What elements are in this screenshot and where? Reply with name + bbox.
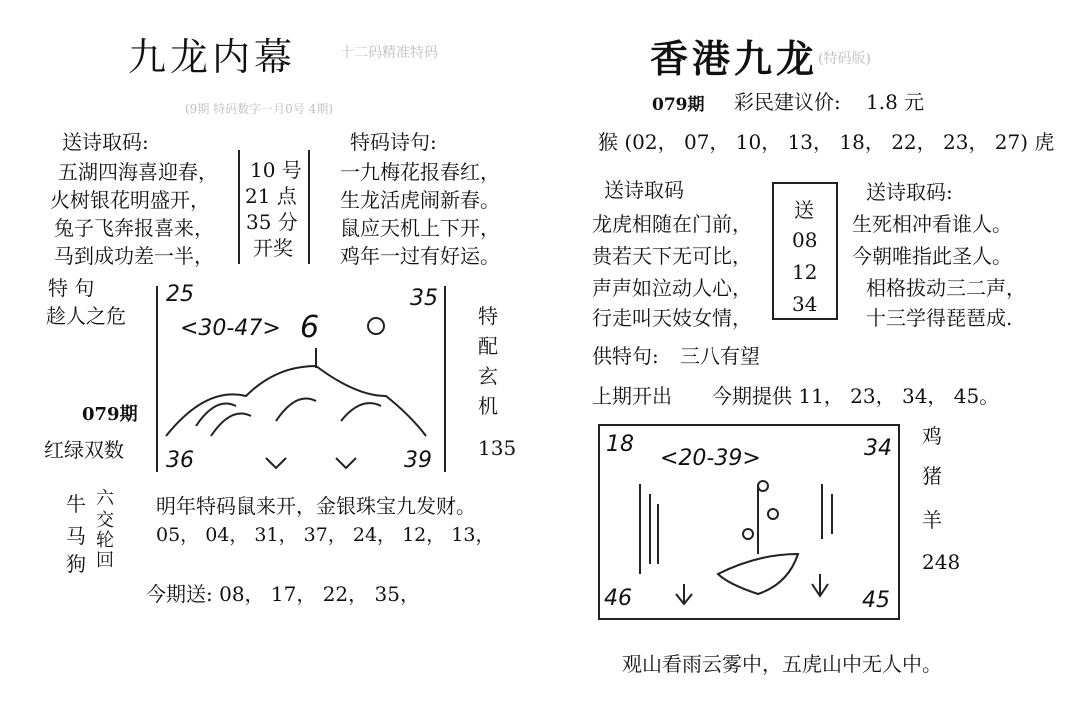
right-poem-right-line: 十三学得琵琶成.: [866, 306, 1013, 330]
left-faint-line: (9期 特码数字一月0号 4期): [185, 102, 333, 116]
right-title: 香港九龙: [650, 36, 819, 81]
draw-time-line: 35 分: [246, 210, 298, 234]
side-label: 机: [478, 394, 498, 418]
side-label: 配: [478, 334, 498, 358]
draw-time-line: 开奖: [253, 236, 293, 260]
left-fig-top-right: 35: [410, 286, 438, 311]
left-fig-number: 6: [300, 310, 320, 345]
numbers-line: 05， 04， 31， 37， 24， 12， 13，: [156, 524, 495, 546]
left-poem-line: 火树银花明盛开，: [50, 188, 210, 212]
last-label: 上期开出: [592, 384, 672, 408]
zodiac-col1: 牛: [66, 492, 86, 516]
right-side-zodiac: 鸡: [922, 424, 942, 448]
right-issue: 079期: [652, 95, 705, 115]
right-side-number: 248: [922, 550, 961, 574]
price-label: 彩民建议价:: [734, 90, 841, 114]
special-label: 供特句:: [592, 344, 659, 368]
left-poem-right-line: 鼠应天机上下开，: [340, 216, 500, 240]
right-poem-right-line: 生死相冲看谁人。: [852, 212, 1012, 236]
left-poem-line: 兔子飞奔报喜来，: [54, 216, 214, 240]
left-subtitle: 十二码精准特码: [340, 45, 438, 61]
right-poem-line: 龙虎相随在门前，: [592, 212, 752, 236]
zodiac-col2: 六: [96, 488, 114, 509]
provide-line: 今期提供 11， 23， 34， 45。: [712, 384, 1000, 408]
side-label: 玄: [478, 364, 498, 388]
left-issue: 079期: [82, 404, 138, 425]
left-poem-heading: 送诗取码:: [62, 130, 149, 154]
zodiac-col2: 交: [96, 510, 114, 531]
left-poem-right-heading: 特码诗句:: [350, 130, 437, 154]
zodiac-col1: 狗: [66, 552, 86, 576]
left-fig-bottom-right: 39: [404, 448, 432, 473]
right-fig-range: <20-39>: [660, 446, 761, 471]
right-side-zodiac: 羊: [922, 508, 942, 532]
send-box-item: 送: [794, 198, 814, 222]
color-label: 红绿双数: [44, 438, 124, 462]
draw-time-line: 10 号: [250, 158, 302, 182]
right-fig-top-left: 18: [606, 432, 634, 457]
left-poem-right-line: 一九梅花报春红，: [340, 160, 500, 184]
left-poem-line: 马到成功差一半，: [54, 244, 214, 268]
left-fig-range: <30-47>: [180, 316, 281, 341]
right-fig-bottom-left: 46: [604, 586, 632, 611]
left-fig-bottom-left: 36: [166, 448, 194, 473]
left-poem-line: 五湖四海喜迎春，: [58, 160, 218, 184]
left-poem-right-line: 生龙活虎闹新春。: [340, 188, 500, 212]
next-year-line: 明年特码鼠来开，金银珠宝九发财。: [156, 494, 476, 518]
left-fig-top-left: 25: [166, 282, 194, 307]
right-footer: 观山看雨云雾中，五虎山中无人中。: [622, 652, 942, 676]
right-fig-bottom-right: 45: [862, 588, 890, 613]
tejv-text: 趁人之危: [46, 304, 126, 328]
left-title: 九龙内幕: [128, 35, 297, 79]
right-poem-line: 声声如泣动人心，: [592, 276, 752, 300]
right-poem-line: 贵若天下无可比，: [592, 244, 752, 268]
left-poem-right-line: 鸡年一过有好运。: [340, 244, 500, 268]
zodiac-col2: 回: [96, 550, 114, 571]
draw-time-line: 21 点: [245, 184, 297, 208]
right-side-zodiac: 猪: [922, 464, 942, 488]
right-title-faint: (特码版): [818, 51, 871, 67]
send-box-item: 34: [792, 292, 818, 316]
right-poem-right-line: 相格拔动三二声，: [866, 276, 1026, 300]
right-poem-right-line: 今朝唯指此圣人。: [852, 244, 1012, 268]
right-poem-line: 行走叫天妓女情，: [592, 306, 752, 330]
send-box-item: 12: [792, 260, 818, 284]
send-box-item: 08: [792, 228, 818, 252]
right-fig-top-right: 34: [864, 436, 892, 461]
tejv-label: 特 句: [48, 276, 95, 300]
right-poem-heading: 送诗取码: [604, 178, 684, 202]
zodiac-col1: 马: [66, 524, 86, 548]
special-text: 三八有望: [680, 344, 760, 368]
right-poem-right-heading: 送诗取码:: [866, 180, 953, 204]
price-value: 1.8 元: [866, 90, 925, 114]
side-label: 特: [478, 304, 498, 328]
side-number: 135: [478, 436, 517, 460]
send-line: 今期送: 08， 17， 22， 35，: [146, 582, 420, 606]
zodiac-col2: 轮: [96, 530, 114, 551]
monkey-line: 猴 (02， 07， 10， 13， 18， 22， 23， 27) 虎: [598, 130, 1055, 154]
